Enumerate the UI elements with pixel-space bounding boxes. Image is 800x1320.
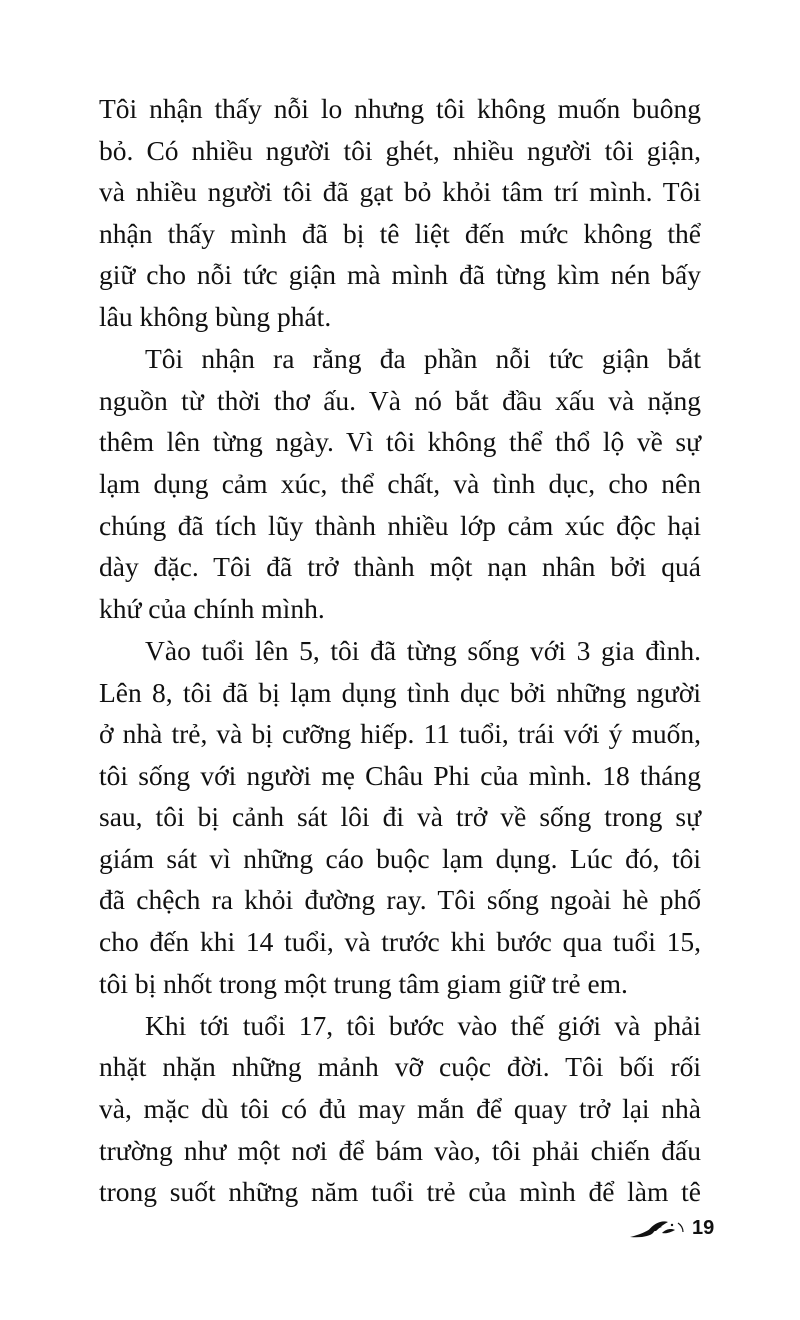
paragraph-2: [99, 338, 701, 629]
text-line: đã chệch ra khỏi đường ray. Tôi sống ngoài hè phố: [99, 884, 701, 916]
text-line: giám sát vì những cáo buộc lạm dụng. Lúc đó, tôi: [99, 842, 701, 874]
text-line: sau, tôi bị cảnh sát lôi đi và trở về sống trong sự: [99, 801, 701, 833]
leaf-ornament-icon: [628, 1217, 686, 1241]
text-line: lâu không bùng phát.: [99, 300, 332, 332]
text-line: và nhiều người tôi đã gạt bỏ khỏi tâm trí mình. Tôi: [99, 176, 701, 208]
text-line: Lên 8, tôi đã bị lạm dụng tình dục bởi những người: [99, 676, 701, 708]
page-number: 19: [692, 1217, 715, 1239]
text-line: giữ cho nỗi tức giận mà mình đã từng kìm nén bấy: [99, 259, 701, 291]
text-line: thêm lên từng ngày. Vì tôi không thể thổ lộ về sự: [99, 426, 701, 458]
text-line: cho đến khi 14 tuổi, và trước khi bước qua tuổi 15,: [99, 926, 701, 958]
text-line: trong suốt những năm tuổi trẻ của mình để làm tê: [99, 1176, 701, 1208]
page-footer: [628, 1213, 728, 1243]
text-line: Khi tới tuổi 17, tôi bước vào thế giới và phải: [145, 1009, 701, 1041]
text-line: Tôi nhận thấy nỗi lo nhưng tôi không muốn buông: [99, 93, 701, 124]
paragraph-3: [99, 630, 701, 1004]
paragraph-1: [99, 88, 701, 338]
text-line: tôi sống với người mẹ Châu Phi của mình. 18 tháng: [99, 759, 701, 791]
text-line: chúng đã tích lũy thành nhiều lớp cảm xúc độc hại: [99, 509, 701, 541]
text-line: nhận thấy mình đã bị tê liệt đến mức không thể: [99, 217, 701, 249]
text-line: tôi bị nhốt trong một trung tâm giam giữ trẻ em.: [99, 967, 628, 999]
body-text: [99, 88, 701, 1213]
text-line: ở nhà trẻ, và bị cưỡng hiếp. 11 tuổi, trái với ý muốn,: [99, 718, 701, 750]
text-line: lạm dụng cảm xúc, thể chất, và tình dục, cho nên: [99, 467, 701, 499]
paragraph-4: [99, 1005, 701, 1213]
text-line: và, mặc dù tôi có đủ may mắn để quay trở lại nhà: [99, 1093, 701, 1125]
text-line: Tôi nhận ra rằng đa phần nỗi tức giận bắt: [145, 343, 701, 375]
text-line: khứ của chính mình.: [99, 592, 325, 624]
text-line: Vào tuổi lên 5, tôi đã từng sống với 3 gia đình.: [145, 634, 701, 666]
text-line: nhặt nhặn những mảnh vỡ cuộc đời. Tôi bối rối: [99, 1051, 701, 1083]
text-line: dày đặc. Tôi đã trở thành một nạn nhân bởi quá: [99, 551, 701, 583]
text-line: nguồn từ thời thơ ấu. Và nó bắt đầu xấu và nặng: [99, 384, 701, 416]
text-line: trường như một nơi để bám vào, tôi phải chiến đấu: [99, 1134, 701, 1166]
text-line: bỏ. Có nhiều người tôi ghét, nhiều người tôi giận,: [99, 134, 701, 166]
